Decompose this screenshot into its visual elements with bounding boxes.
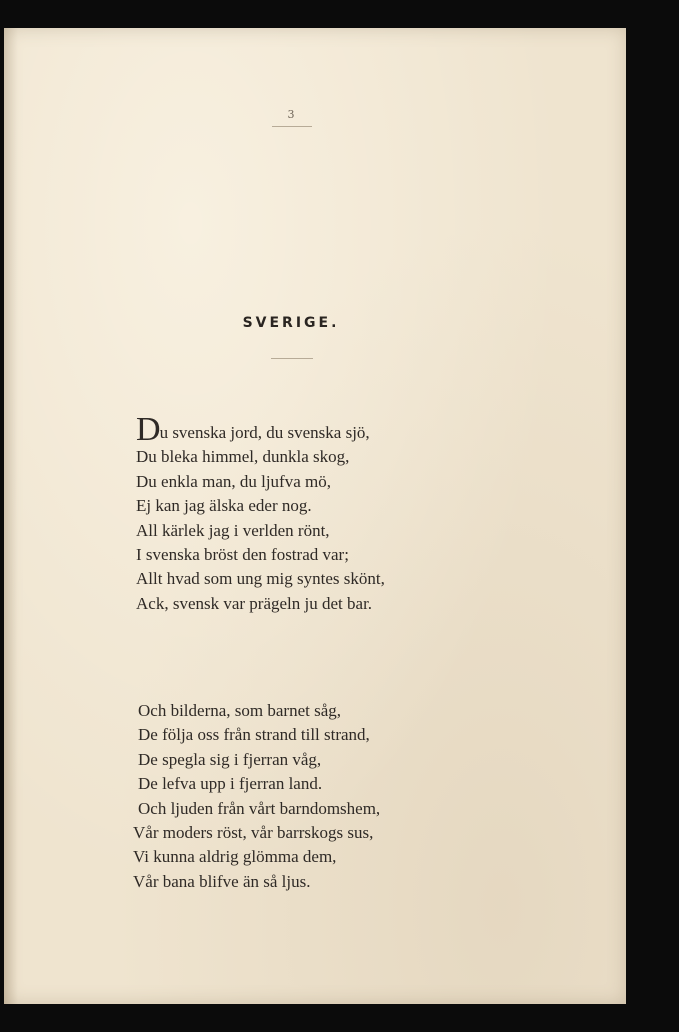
- poem-line-1-7: Allt hvad som ung mig syntes skönt,: [136, 569, 385, 589]
- poem-line-1-2: Du bleka himmel, dunkla skog,: [136, 447, 350, 467]
- book-page: [4, 28, 626, 1004]
- title-rule: [271, 358, 313, 359]
- poem-line-2-5: Och ljuden från vårt barndomshem,: [138, 798, 381, 818]
- poem-line-2-2: De följa oss från strand till strand,: [138, 725, 370, 745]
- first-line-text: u svenska jord, du svenska sjö,: [159, 423, 370, 442]
- stanza-1: [136, 411, 385, 616]
- poem-line-2-1: Och bilderna, som barnet såg,: [138, 701, 341, 720]
- poem-line-2-8: Vår bana blifve än så ljus.: [133, 871, 311, 891]
- page-number: 3: [287, 108, 295, 121]
- poem-line-2-3: De spegla sig i fjerran våg,: [138, 749, 322, 769]
- poem-line-2-7: Vi kunna aldrig glömma dem,: [133, 847, 337, 867]
- poem-line-2-6: Vår moders röst, vår barrskogs sus,: [133, 823, 374, 843]
- poem-line-1-8: Ack, svensk var prägeln ju det bar.: [136, 593, 373, 613]
- stanza-2: [133, 699, 380, 894]
- poem-line-1-5: All kärlek jag i verlden rönt,: [136, 520, 330, 540]
- poem-line-1-1: [136, 411, 385, 448]
- poem-line-1-3: Du enkla man, du ljufva mö,: [136, 471, 331, 491]
- poem-title: SVERIGE.: [242, 315, 340, 331]
- header-rule: [272, 126, 312, 127]
- poem-line-2-4: De lefva upp i fjerran land.: [138, 774, 323, 794]
- poem-line-1-4: Ej kan jag älska eder nog.: [136, 496, 312, 516]
- poem-line-1-6: I svenska bröst den fostrad var;: [136, 545, 349, 565]
- drop-cap: D: [136, 411, 161, 448]
